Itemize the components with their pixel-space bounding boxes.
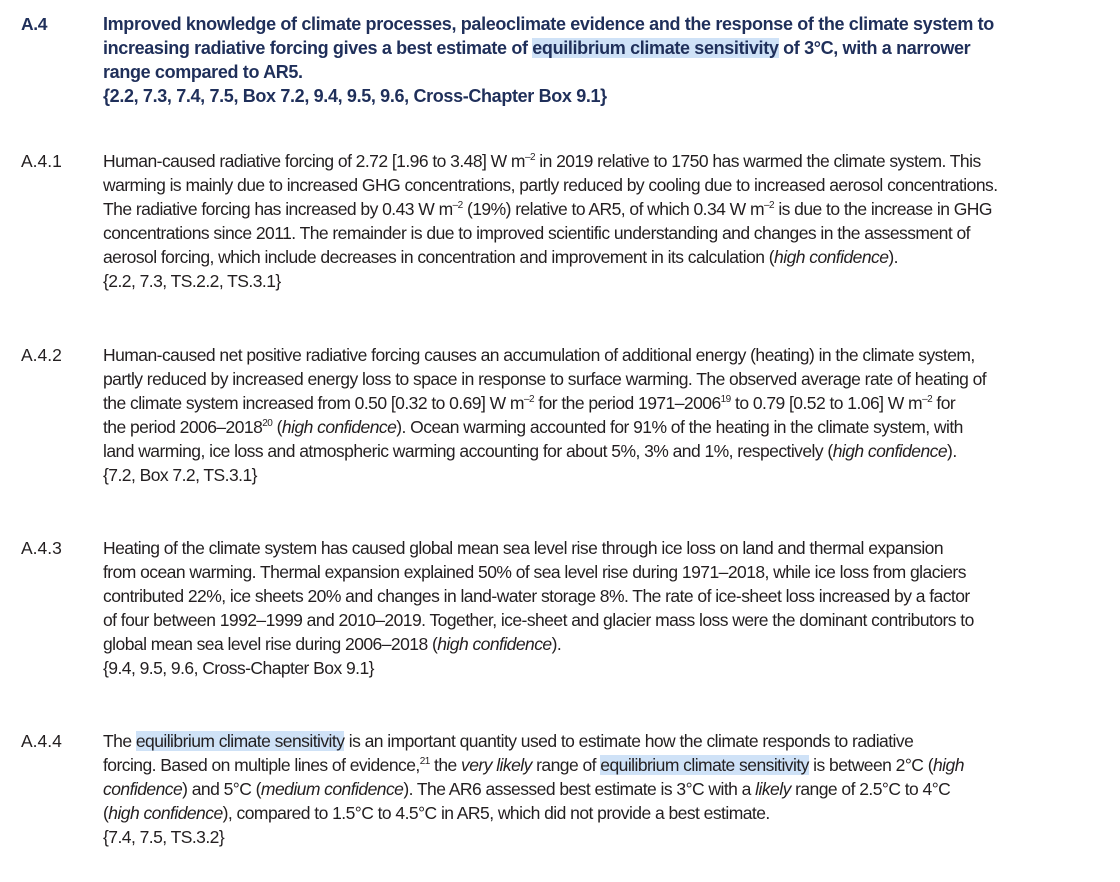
italic-term: high confidence [108, 803, 223, 823]
section-body [103, 149, 1093, 293]
text-line: the climate system increased from 0.50 [0.32 to 0.69] W $m^{-2}$ for the period 1971–2006$^{19}$ to 0.79 [0.52 to 1.06] W $m^{-2}$ for [103, 393, 956, 413]
text-line: partly reduced by increased energy loss to space in response to surface warming. The observed average rate of heating of [103, 369, 987, 389]
italic-term: medium confidence [260, 779, 404, 799]
text-line: warming is mainly due to increased GHG concentrations, partly reduced by cooling due to increased aerosol concentrations. [103, 175, 998, 195]
superscript: –2 [922, 394, 933, 405]
text-line: of four between 1992–1999 and 2010–2019. Together, ice-sheet and glacier mass loss were the dominant contributors to [103, 610, 974, 630]
section-number: A.4.1 [21, 151, 62, 171]
text-line: (high confidence), compared to 1.5°C to 4.5°C in AR5, which did not provide a best estimate. [103, 803, 770, 823]
superscript: 19 [720, 394, 731, 405]
italic-term: confidence [103, 779, 183, 799]
section-number: A.4.4 [21, 731, 62, 751]
text-line: confidence) and 5°C (medium confidence). The AR6 assessed best estimate is 3°C with a likely range of 2.5°C to 4°C [103, 779, 951, 799]
text-line: Human-caused net positive radiative forcing causes an accumulation of additional energy (heating) in the climate system, [103, 345, 975, 365]
text-line: contributed 22%, ice sheets 20% and changes in land-water storage 8%. The rate of ice-sheet loss increased by a factor [103, 586, 970, 606]
cross-reference: {9.4, 9.5, 9.6, Cross-Chapter Box 9.1} [103, 658, 374, 678]
text-line: increasing radiative forcing gives a best estimate of equilibrium climate sensitivity of 3°C, with a narrower [103, 38, 971, 58]
text-line: concentrations since 2011. The remainder is due to improved scientific understanding and changes in the assessment of [103, 223, 970, 243]
text-line: The equilibrium climate sensitivity is an important quantity used to estimate how the climate responds to radiative [103, 731, 914, 751]
section-body [103, 729, 1093, 849]
text-line: forcing. Based on multiple lines of evidence,$^{21}$ the very likely range of equilibrium climate sensitivity is between 2°C (high [103, 755, 964, 775]
text-line: the period 2006–2018$^{20}$ (high confidence). Ocean warming accounted for 91% of the heating in the climate system, with [103, 417, 963, 437]
italic-term: high confidence [281, 417, 397, 437]
superscript: –2 [523, 394, 534, 405]
cross-reference: {7.4, 7.5, TS.3.2} [103, 827, 225, 847]
superscript: –2 [452, 200, 463, 211]
text-line: Improved knowledge of climate processes, paleoclimate evidence and the response of the climate system to [103, 14, 994, 34]
text-line: from ocean warming. Thermal expansion explained 50% of sea level rise during 1971–2018, while ice loss from glaciers [103, 562, 966, 582]
text-line: range compared to AR5. [103, 62, 303, 82]
italic-term: high confidence [774, 247, 889, 267]
cross-reference: {2.2, 7.3, TS.2.2, TS.3.1} [103, 271, 281, 291]
superscript: –2 [524, 152, 535, 163]
italic-term: likely [755, 779, 791, 799]
section-body [103, 536, 1093, 680]
text-line: global mean sea level rise during 2006–2018 (high confidence). [103, 634, 562, 654]
search-highlight: equilibrium climate sensitivity [600, 755, 809, 775]
italic-term: very likely [461, 755, 532, 775]
italic-term: high [932, 755, 964, 775]
text-line: Heating of the climate system has caused global mean sea level rise through ice loss on land and thermal expansion [103, 538, 944, 558]
text-line: Human-caused radiative forcing of 2.72 [1.96 to 3.48] W $m^{-2}$ in 2019 relative to 1750 has warmed the climate system. This [103, 151, 981, 171]
section-number: A.4.2 [21, 345, 62, 365]
text-line: aerosol forcing, which include decreases in concentration and improvement in its calculation (high confidence). [103, 247, 898, 267]
section-number: A.4.3 [21, 538, 62, 558]
superscript: 21 [419, 756, 430, 767]
section-body [103, 12, 1093, 108]
italic-term: high confidence [832, 441, 948, 461]
superscript: 20 [262, 418, 273, 429]
text-line: land warming, ice loss and atmospheric warming accounting for about 5%, 3% and 1%, respectively (high confidence). [103, 441, 957, 461]
superscript: –2 [763, 200, 775, 211]
italic-term: high confidence [437, 634, 552, 654]
cross-reference: {2.2, 7.3, 7.4, 7.5, Box 7.2, 9.4, 9.5, 9.6, Cross-Chapter Box 9.1} [103, 86, 607, 106]
section-number: A.4 [21, 14, 48, 34]
search-highlight: equilibrium climate sensitivity [135, 731, 345, 751]
cross-reference: {7.2, Box 7.2, TS.3.1} [103, 465, 257, 485]
search-highlight: equilibrium climate sensitivity [532, 38, 779, 58]
text-line: The radiative forcing has increased by 0.43 W $m^{-2}$ (19%) relative to AR5, of which 0.34 W $m^{-2}$ is due to the increase in GHG [103, 199, 992, 219]
section-body [103, 343, 1093, 487]
